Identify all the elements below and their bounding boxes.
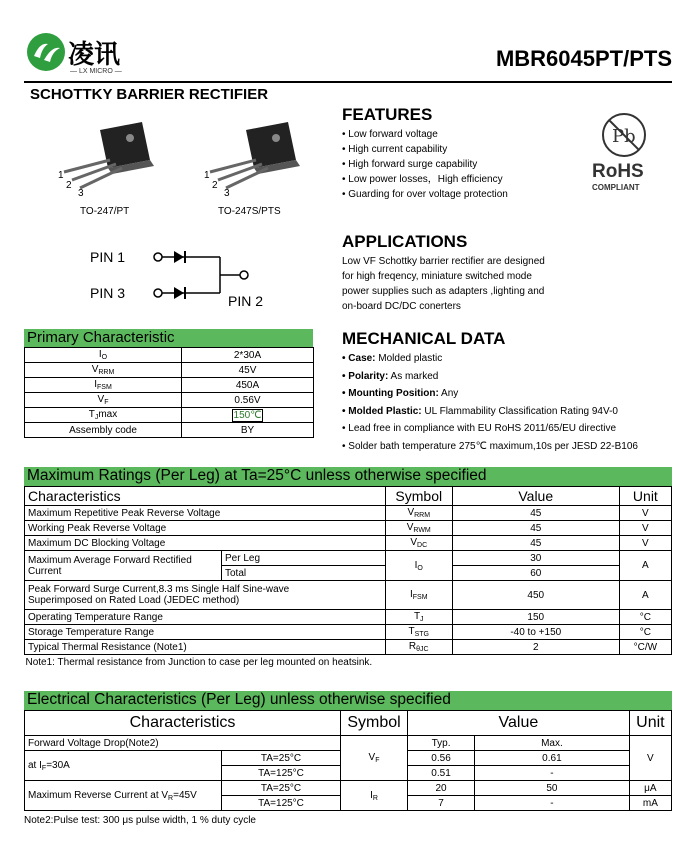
pinout-diagram [80, 240, 310, 310]
primary-title-bar [24, 329, 313, 347]
package-to247 [50, 120, 170, 220]
feature-item: • High forward surge capability [342, 159, 478, 170]
primary-table [24, 347, 314, 438]
table-row: Operating Temperature Range $T_J$ 150 °C [25, 610, 672, 625]
package-to247s-label: TO-247S/PTS [218, 206, 281, 217]
logo [26, 32, 126, 78]
table-row: Maximum Repetitive Peak Reverse Voltage $V_{RRM}$ 45 V [25, 506, 672, 521]
logo-icon [26, 32, 66, 72]
primary-title: Primary Characteristic [27, 329, 175, 346]
part-number: MBR6045PT/PTS [495, 46, 672, 71]
mechanical-item: • Molded Plastic: UL Flammability Classification Rating 94V-0 [342, 405, 618, 417]
table-row: Storage Temperature Range $T_{STG}$ -40 to +150 °C [25, 625, 672, 640]
table-header-row: Characteristics Symbol Value Unit [25, 487, 672, 506]
table-row: Working Peak Reverse Voltage $V_{RWM}$ 45 V [25, 521, 672, 536]
table-row: Peak Forward Surge Current,8.3 ms Single Half Sine-wave Superimposed on Rated Load (JEDEC method) $I_{FSM}$ 450 A [25, 581, 672, 610]
elec-title: Electrical Characteristics (Per Leg) unless otherwise specified [27, 691, 451, 708]
page-subtitle: SCHOTTKY BARRIER RECTIFIER [30, 86, 269, 103]
logo-subtext: — LX MICRO — [70, 68, 122, 75]
table-row: $I_{FSM}$ 450A [25, 378, 314, 393]
table-row: Maximum DC Blocking Voltage $V_{DC}$ 45 V [25, 536, 672, 551]
mechanical-list [342, 350, 638, 455]
header-rule [24, 81, 672, 83]
table-note-row: Note1: Thermal resistance from Junction to case per leg mounted on heatsink. [25, 656, 373, 668]
max-ratings-table [24, 486, 672, 669]
max-ratings-title: Maximum Ratings (Per Leg) at Ta=25°C unless otherwise specified [27, 467, 487, 484]
diode-schematic-icon [80, 240, 310, 310]
elec-table [24, 710, 672, 811]
features-list [342, 127, 508, 202]
package-to247-label: TO-247/PT [80, 206, 130, 217]
mechanical-title: MECHANICAL DATA [342, 329, 506, 348]
table-row: $I_O$ 2*30A [25, 348, 314, 363]
table-header-row: Characteristics Symbol Value Unit [25, 711, 672, 736]
table-row: Maximum Reverse Current at $V_R=45V$ TA=25°C $I_R$ 20 50 μA [25, 781, 672, 796]
table-row: TA=125°C 0.51 - [25, 766, 672, 781]
svg-text:2: 2 [66, 180, 72, 191]
table-row: $V_F$ 0.56V [25, 393, 314, 408]
rohs-badge [588, 112, 660, 197]
features-title: FEATURES [342, 105, 433, 124]
svg-text:2: 2 [212, 180, 218, 191]
mechanical-item: • Solder bath temperature 275℃ maximum,10s per JESD 22-B106 [342, 440, 638, 452]
table-row: Forward Voltage Drop(Note2) $V_F$ Typ. Max. V [25, 736, 672, 751]
svg-text:Pb: Pb [612, 126, 636, 147]
elec-title-bar [24, 691, 672, 710]
package-to247-icon [50, 120, 170, 200]
pb-free-icon [601, 112, 647, 158]
applications-text [342, 254, 572, 314]
table-row: $T_J\max$ 150℃ [25, 408, 314, 423]
mechanical-item: • Lead free in compliance with EU RoHS 2011/65/EU directive [342, 423, 617, 434]
feature-item: • Low power losses，High efficiency [342, 174, 503, 185]
svg-text:1: 1 [58, 170, 64, 181]
feature-item: • High current capability [342, 144, 448, 155]
svg-text:3: 3 [224, 188, 230, 199]
table-row: $V_{RRM}$ 45V [25, 363, 314, 378]
table-row: Assembly code BY [25, 423, 314, 438]
logo-text: 凌讯 [68, 40, 121, 70]
svg-text:PIN 1: PIN 1 [90, 249, 126, 265]
svg-text:3: 3 [78, 188, 84, 199]
rohs-title: RoHS [592, 161, 644, 182]
application-line: Low VF Schottky barrier rectifier are designed [342, 256, 545, 267]
application-line: for high freqency, miniature switched mode [342, 271, 532, 282]
mechanical-item: • Polarity: As marked [342, 370, 439, 382]
table-row: TA=125°C 7 - mA [25, 796, 672, 811]
elec-note: Note2:Pulse test: 300 μs pulse width, 1 % duty cycle [24, 815, 256, 826]
mechanical-item: • Mounting Position: Any [342, 388, 459, 399]
package-to247s-icon [196, 120, 316, 200]
mechanical-item: • Case: Molded plastic [342, 353, 443, 364]
table-row: Total 60 [25, 566, 672, 581]
table-row: Maximum Average Forward Rectified Current Per Leg $I_O$ 30 A [25, 551, 672, 566]
svg-text:PIN 3: PIN 3 [90, 285, 126, 301]
table-row: at $I_F=30A$ TA=25°C 0.56 0.61 [25, 751, 672, 766]
rohs-sub: COMPLIANT [592, 183, 640, 192]
max-ratings-title-bar [24, 467, 672, 486]
applications-title: APPLICATIONS [342, 232, 468, 251]
application-line: on-board DC/DC conerters [342, 301, 461, 312]
feature-item: • Guarding for over voltage protection [342, 189, 508, 200]
svg-text:1: 1 [204, 170, 210, 181]
table-row: Typical Thermal Resistance (Note1) $R_{\theta JC}$ 2 °C/W [25, 640, 672, 655]
feature-item: • Low forward voltage [342, 129, 438, 140]
package-to247s [196, 120, 316, 220]
application-line: power supplies such as adapters ,lighting and [342, 286, 545, 297]
svg-text:PIN 2: PIN 2 [228, 293, 264, 309]
